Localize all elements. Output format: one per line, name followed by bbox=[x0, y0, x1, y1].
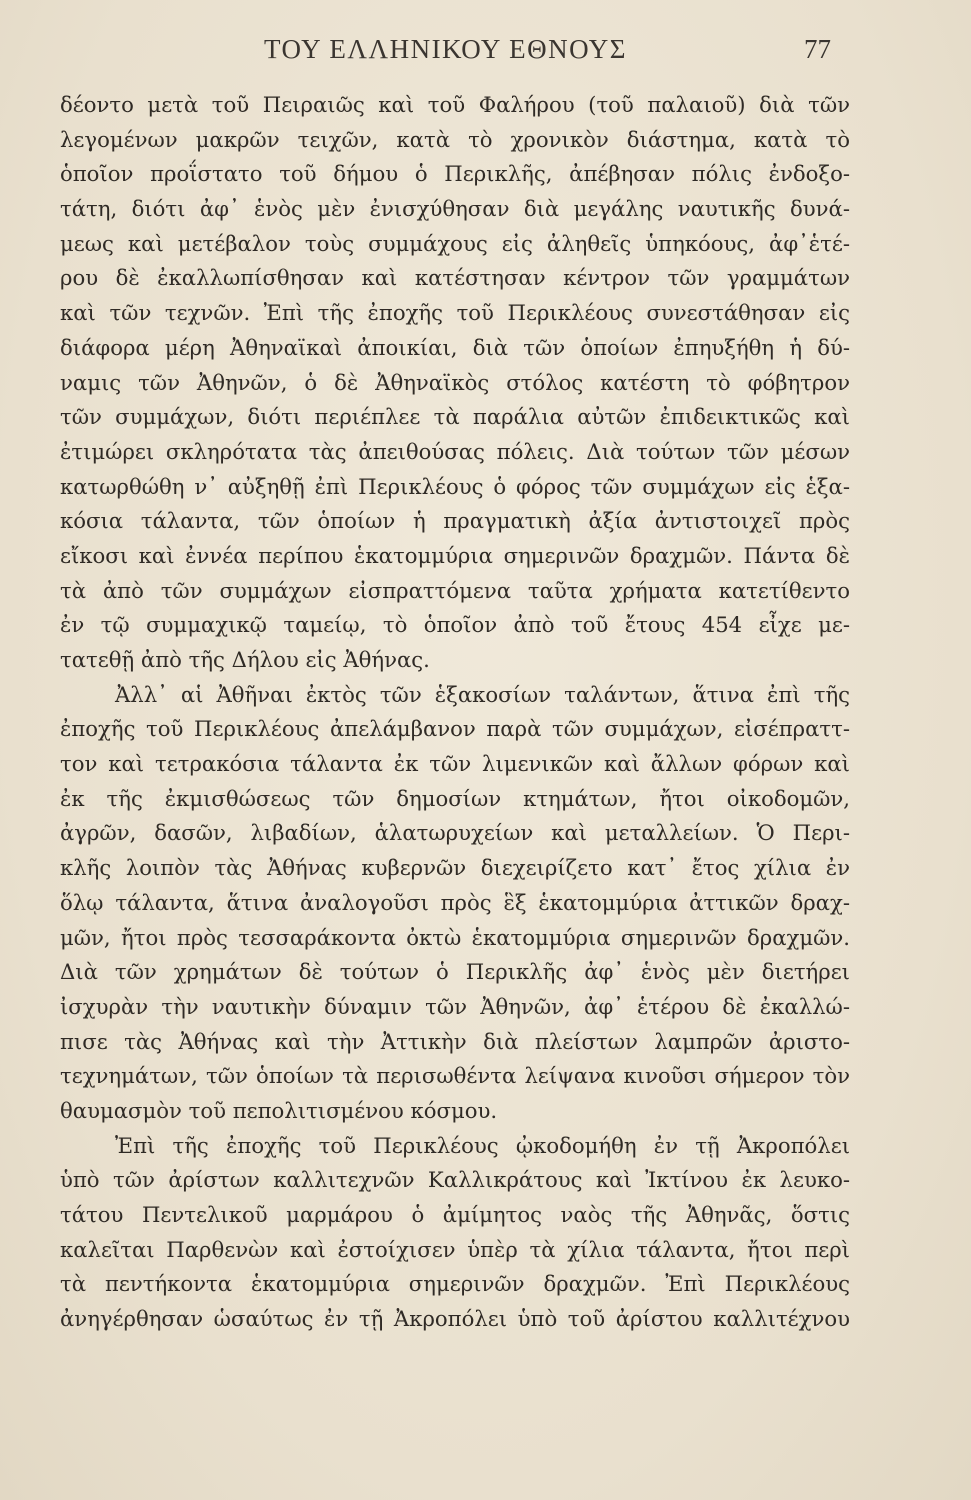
text-line: ἐκ τῆς ἐκμισθώσεως τῶν δημοσίων κτημάτων, ἤτοι οἰκοδομῶν, bbox=[60, 785, 850, 811]
page-header bbox=[60, 34, 831, 74]
text-line: ναμις τῶν Ἀθηνῶν, ὁ δὲ Ἀθηναϊκὸς στόλος κατέστη τὸ φόβητρον bbox=[60, 369, 850, 395]
text-line: Διὰ τῶν χρημάτων δὲ τούτων ὁ Περικλῆς ἀφ᾽ ἑνὸς μὲν διετήρει bbox=[60, 959, 850, 985]
text-line: μεως καὶ μετέβαλον τοὺς συμμάχους εἰς ἀληθεῖς ὑπηκόους, ἀφ᾽ἑτέ- bbox=[60, 230, 850, 256]
page-number: 77 bbox=[804, 34, 831, 64]
text-line: τὰ πεντήκοντα ἑκατομμύρια σημερινῶν δραχμῶν. Ἐπὶ Περικλέους bbox=[60, 1271, 850, 1297]
body-text bbox=[60, 88, 850, 1337]
text-line: τάτη, διότι ἀφ᾽ ἑνὸς μὲν ἐνισχύθησαν διὰ μεγάλης ναυτικῆς δυνά- bbox=[60, 196, 850, 222]
running-title: ΤΟΥ ΕΛΛΗΝΙΚΟΥ ΕΘΝΟΥΣ bbox=[264, 34, 627, 64]
text-line: ἀνηγέρθησαν ὡσαύτως ἐν τῇ Ἀκροπόλει ὑπὸ τοῦ ἀρίστου καλλιτέχνου bbox=[60, 1306, 850, 1332]
text-line: μῶν, ἤτοι πρὸς τεσσαράκοντα ὀκτὼ ἑκατομμύρια σημερινῶν δραχμῶν. bbox=[60, 924, 850, 950]
paragraph-end-line: τατεθῇ ἀπὸ τῆς Δήλου εἰς Ἀθήνας. bbox=[60, 647, 430, 672]
text-line: τεχνημάτων, τῶν ὁποίων τὰ περισωθέντα λείψανα κινοῦσι σήμερον τὸν bbox=[60, 1063, 850, 1089]
text-line: τὰ ἀπὸ τῶν συμμάχων εἰσπραττόμενα ταῦτα χρήματα κατετίθεντο bbox=[60, 577, 850, 603]
paragraph-start-line: Ἐπὶ τῆς ἐποχῆς τοῦ Περικλέους ᾠκοδομήθη ἐν τῇ Ἀκροπόλει bbox=[115, 1132, 850, 1158]
text-line: καὶ τῶν τεχνῶν. Ἐπὶ τῆς ἐποχῆς τοῦ Περικλέους συνεστάθησαν εἰς bbox=[60, 300, 850, 326]
text-line: ἀγρῶν, δασῶν, λιβαδίων, ἁλατωρυχείων καὶ μεταλλείων. Ὁ Περι- bbox=[60, 820, 850, 846]
text-line: λεγομένων μακρῶν τειχῶν, κατὰ τὸ χρονικὸν διάστημα, κατὰ τὸ bbox=[60, 126, 850, 152]
text-line: ἐτιμώρει σκληρότατα τὰς ἀπειθούσας πόλεις. Διὰ τούτων τῶν μέσων bbox=[60, 438, 850, 464]
text-line: κατωρθώθη ν᾽ αὐξηθῇ ἐπὶ Περικλέους ὁ φόρος τῶν συμμάχων εἰς ἑξα- bbox=[60, 473, 850, 499]
text-line: τάτου Πεντελικοῦ μαρμάρου ὁ ἀμίμητος ναὸς τῆς Ἀθηνᾶς, ὅστις bbox=[60, 1202, 850, 1227]
text-line: ἐποχῆς τοῦ Περικλέους ἀπελάμβανον παρὰ τῶν συμμάχων, εἰσέπραττ- bbox=[60, 716, 850, 742]
text-line: ὁποῖον προΐστατο τοῦ δήμου ὁ Περικλῆς, ἀπέβησαν πόλις ἐνδοξο- bbox=[60, 161, 850, 187]
text-line: ἰσχυρὰν τὴν ναυτικὴν δύναμιν τῶν Ἀθηνῶν, ἀφ᾽ ἑτέρου δὲ ἐκαλλώ- bbox=[60, 993, 850, 1019]
text-line: δέοντο μετὰ τοῦ Πειραιῶς καὶ τοῦ Φαλήρου (τοῦ παλαιοῦ) διὰ τῶν bbox=[60, 92, 850, 117]
text-line: καλεῖται Παρθενὼν καὶ ἐστοίχισεν ὑπὲρ τὰ χίλια τάλαντα, ἤτοι περὶ bbox=[60, 1236, 850, 1262]
paragraph-end-line: θαυμασμὸν τοῦ πεπολιτισμένου κόσμου. bbox=[60, 1097, 498, 1123]
paragraph-start-line: Ἀλλ᾽ αἱ Ἀθῆναι ἐκτὸς τῶν ἑξακοσίων ταλάντων, ἅτινα ἐπὶ τῆς bbox=[115, 681, 850, 707]
text-line: ἐν τῷ συμμαχικῷ ταμείῳ, τὸ ὁποῖον ἀπὸ τοῦ ἔτους 454 εἶχε με- bbox=[60, 612, 850, 638]
text-line: τῶν συμμάχων, διότι περιέπλεε τὰ παράλια αὐτῶν ἐπιδεικτικῶς καὶ bbox=[60, 404, 850, 430]
text-line: ρου δὲ ἐκαλλωπίσθησαν καὶ κατέστησαν κέντρον τῶν γραμμάτων bbox=[60, 265, 850, 291]
text-line: διάφορα μέρη Ἀθηναϊκαὶ ἀποικίαι, διὰ τῶν ὁποίων ἐπηυξήθη ἡ δύ- bbox=[60, 334, 850, 360]
text-line: ὑπὸ τῶν ἀρίστων καλλιτεχνῶν Καλλικράτους καὶ Ἰκτίνου ἐκ λευκο- bbox=[60, 1167, 850, 1193]
text-line: κόσια τάλαντα, τῶν ὁποίων ἡ πραγματικὴ ἀξία ἀντιστοιχεῖ πρὸς bbox=[60, 508, 850, 534]
text-line: εἴκοσι καὶ ἐννέα περίπου ἑκατομμύρια σημερινῶν δραχμῶν. Πάντα δὲ bbox=[60, 542, 850, 568]
text-line: ὅλῳ τάλαντα, ἅτινα ἀναλογοῦσι πρὸς ἓξ ἑκατομμύρια ἀττικῶν δραχ- bbox=[60, 889, 850, 915]
text-line: κλῆς λοιπὸν τὰς Ἀθήνας κυβερνῶν διεχειρίζετο κατ᾽ ἔτος χίλια ἐν bbox=[60, 855, 850, 881]
text-line: πισε τὰς Ἀθήνας καὶ τὴν Ἀττικὴν διὰ πλείστων λαμπρῶν ἀριστο- bbox=[60, 1028, 850, 1054]
text-line: τον καὶ τετρακόσια τάλαντα ἐκ τῶν λιμενικῶν καὶ ἄλλων φόρων καὶ bbox=[60, 751, 850, 777]
